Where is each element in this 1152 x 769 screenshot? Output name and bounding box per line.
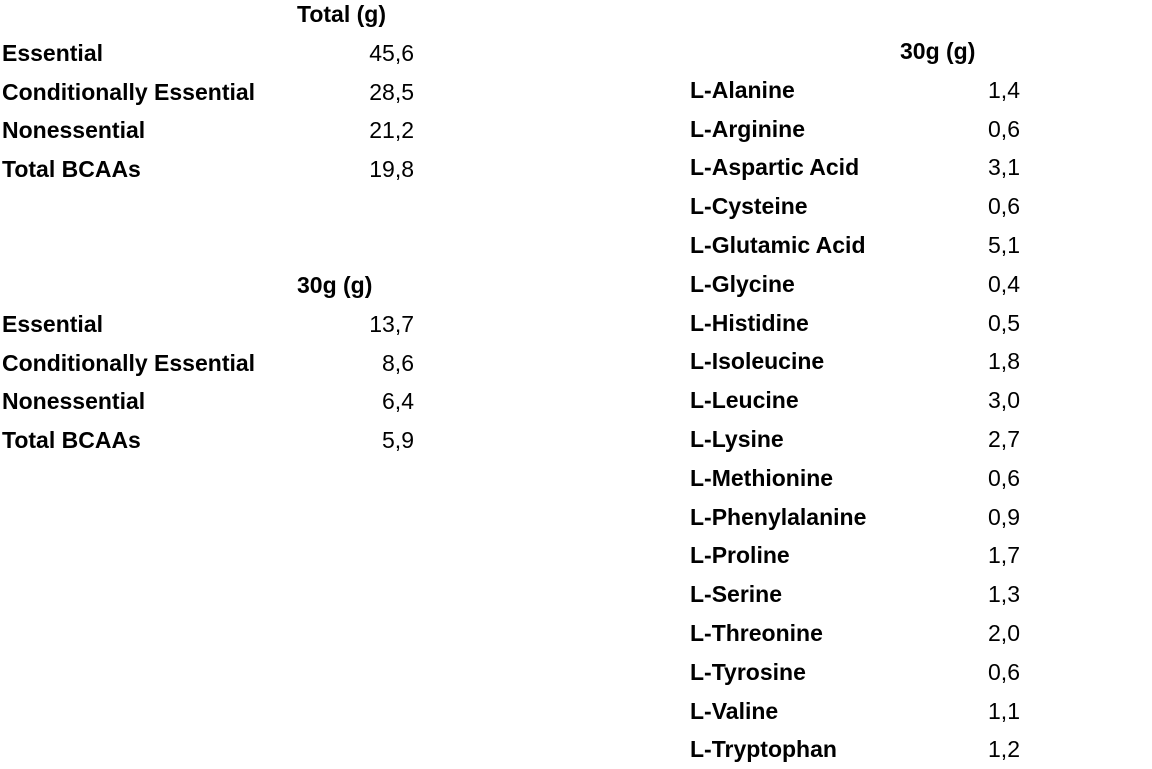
row-label: L-Tryptophan: [690, 736, 837, 763]
table-row: [690, 498, 1022, 537]
table-row: [690, 148, 1022, 187]
table-row: [690, 110, 1022, 149]
row-value: 3,0: [988, 387, 1020, 414]
row-value: 0,5: [988, 309, 1020, 336]
table-row: [690, 226, 1022, 265]
row-label: L-Phenylalanine: [690, 503, 867, 530]
row-label: Essential: [2, 310, 103, 337]
table-header-row: [690, 32, 1022, 71]
row-label: L-Aspartic Acid: [690, 154, 860, 181]
row-value: 1,3: [988, 581, 1020, 608]
row-label: L-Proline: [690, 542, 790, 569]
row-label: Total BCAAs: [2, 156, 141, 183]
row-label: Conditionally Essential: [2, 349, 256, 376]
row-value: 0,9: [988, 503, 1020, 530]
table-row: [690, 265, 1022, 304]
table-header-row: [2, 266, 422, 305]
row-value: 2,0: [988, 619, 1020, 646]
row-label: Total BCAAs: [2, 427, 141, 454]
row-value: 19,8: [369, 156, 414, 183]
row-value: 0,6: [988, 464, 1020, 491]
table-row: [690, 187, 1022, 226]
row-label: L-Isoleucine: [690, 348, 825, 375]
row-value: 1,4: [988, 76, 1020, 103]
row-label: L-Cysteine: [690, 193, 808, 220]
table-row: [690, 614, 1022, 653]
row-value: 0,6: [988, 115, 1020, 142]
row-value: 13,7: [369, 310, 414, 337]
row-value: 6,4: [382, 388, 414, 415]
total-amino-summary-table: [2, 0, 422, 189]
table-row: [690, 420, 1022, 459]
table-row: [690, 653, 1022, 692]
row-label: L-Histidine: [690, 309, 809, 336]
row-label: Essential: [2, 39, 103, 66]
row-label: L-Arginine: [690, 115, 805, 142]
row-label: L-Glutamic Acid: [690, 231, 866, 258]
row-value: 5,9: [382, 427, 414, 454]
serving-amino-summary-table: [2, 266, 422, 460]
row-label: L-Tyrosine: [690, 658, 806, 685]
row-value: 0,4: [988, 270, 1020, 297]
table-header-row: [2, 0, 422, 34]
row-value: 0,6: [988, 193, 1020, 220]
table-row: [690, 536, 1022, 575]
table-row: [690, 730, 1022, 769]
row-label: L-Glycine: [690, 270, 795, 297]
table-row: [2, 34, 422, 73]
row-label: Nonessential: [2, 388, 146, 415]
row-label: Conditionally Essential: [2, 78, 256, 105]
row-value: 28,5: [369, 78, 414, 105]
table-row: [2, 73, 422, 112]
row-value: 45,6: [369, 39, 414, 66]
row-value: 8,6: [382, 349, 414, 376]
row-value: 1,8: [988, 348, 1020, 375]
table-row: [690, 71, 1022, 110]
row-value: 1,7: [988, 542, 1020, 569]
table-row: [690, 575, 1022, 614]
row-value: 21,2: [369, 117, 414, 144]
table-row: [690, 381, 1022, 420]
row-label: L-Methionine: [690, 464, 834, 491]
row-label: L-Lysine: [690, 425, 784, 452]
table-row: [2, 111, 422, 150]
row-label: Nonessential: [2, 117, 146, 144]
column-header-serving: 30g (g): [297, 272, 373, 298]
table-row: [2, 421, 422, 460]
row-value: 1,1: [988, 697, 1020, 724]
row-value: 1,2: [988, 736, 1020, 763]
column-header-total: Total (g): [297, 1, 386, 27]
row-label: L-Threonine: [690, 619, 823, 646]
row-value: 5,1: [988, 231, 1020, 258]
column-header-serving: 30g (g): [900, 38, 976, 64]
table-row: [690, 692, 1022, 731]
row-value: 2,7: [988, 425, 1020, 452]
table-row: [690, 304, 1022, 343]
table-row: [2, 382, 422, 421]
table-row: [2, 150, 422, 189]
row-value: 0,6: [988, 658, 1020, 685]
table-row: [2, 305, 422, 344]
row-label: L-Serine: [690, 581, 783, 608]
amino-acid-profile-table: [690, 32, 1022, 769]
row-label: L-Alanine: [690, 76, 795, 103]
table-row: [690, 459, 1022, 498]
table-row: [2, 344, 422, 383]
row-value: 3,1: [988, 154, 1020, 181]
table-row: [690, 342, 1022, 381]
row-label: L-Valine: [690, 697, 779, 724]
row-label: L-Leucine: [690, 387, 799, 414]
